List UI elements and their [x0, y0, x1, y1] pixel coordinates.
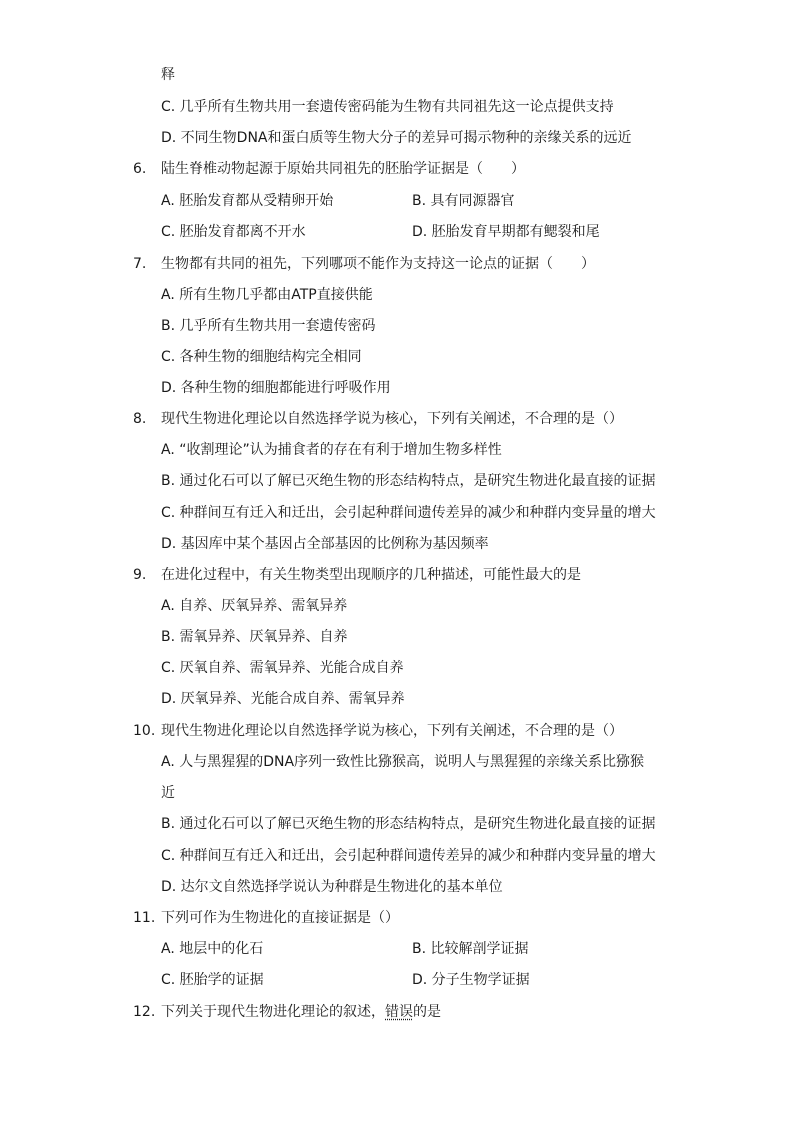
q10-stem: 现代生物进化理论以自然选择学说为核心，下列有关阐述，不合理的是（）: [161, 723, 623, 739]
q8-option-a[interactable]: A. “收割理论”认为捕食者的存在有利于增加生物多样性: [161, 442, 502, 458]
q8-option-d[interactable]: D. 基因库中某个基因占全部基因的比例称为基因频率: [161, 536, 489, 552]
q12-stem: [161, 1003, 441, 1021]
q7-stem: 生物都有共同的祖先，下列哪项不能作为支持这一论点的证据（ ）: [161, 256, 595, 272]
q6-number: 6.: [133, 161, 147, 177]
q10-number: 10.: [133, 723, 156, 739]
q11-option-b[interactable]: B. 比较解剖学证据: [412, 941, 529, 957]
q10-option-b[interactable]: B. 通过化石可以了解已灭绝生物的形态结构特点，是研究生物进化最直接的证据: [161, 816, 656, 832]
q9-option-c[interactable]: C. 厌氧自养、需氧异养、光能合成自养: [161, 660, 404, 676]
q10-option-a-continuation: 近: [161, 785, 175, 801]
q6-option-a[interactable]: A. 胚胎发育都从受精卵开始: [161, 193, 334, 209]
q8-stem: 现代生物进化理论以自然选择学说为核心，下列有关阐述，不合理的是（）: [161, 411, 623, 427]
q7-option-b[interactable]: B. 几乎所有生物共用一套遗传密码: [161, 318, 376, 334]
q9-option-b[interactable]: B. 需氧异养、厌氧异养、自养: [161, 629, 348, 645]
q11-option-a[interactable]: A. 地层中的化石: [161, 941, 264, 957]
q5-option-c[interactable]: C. 几乎所有生物共用一套遗传密码能为生物有共同祖先这一论点提供支持: [161, 99, 614, 115]
q10-option-a[interactable]: A. 人与黑猩猩的DNA序列一致性比猕猴高，说明人与黑猩猩的亲缘关系比猕猴: [161, 754, 645, 770]
q12-stem-emphasis: 错误: [385, 1004, 413, 1020]
q7-number: 7.: [133, 256, 147, 272]
q11-stem: 下列可作为生物进化的直接证据是（）: [161, 910, 399, 926]
q12-stem-prefix: 下列关于现代生物进化理论的叙述，: [161, 1004, 385, 1020]
q5-option-b-continuation: 释: [161, 67, 175, 83]
q11-option-c[interactable]: C. 胚胎学的证据: [161, 972, 264, 988]
q9-number: 9.: [133, 567, 147, 583]
q7-option-c[interactable]: C. 各种生物的细胞结构完全相同: [161, 349, 362, 365]
q8-number: 8.: [133, 411, 147, 427]
q6-option-b[interactable]: B. 具有同源器官: [412, 193, 515, 209]
q11-option-d[interactable]: D. 分子生物学证据: [412, 972, 530, 988]
q8-option-c[interactable]: C. 种群间互有迁入和迁出，会引起种群间遗传差异的减少和种群内变异量的增大: [161, 505, 656, 521]
q7-option-d[interactable]: D. 各种生物的细胞都能进行呼吸作用: [161, 380, 391, 396]
q6-option-c[interactable]: C. 胚胎发育都离不开水: [161, 224, 306, 240]
q12-number: 12.: [133, 1004, 156, 1020]
q12-stem-suffix: 的是: [413, 1004, 441, 1020]
q9-option-d[interactable]: D. 厌氧异养、光能合成自养、需氧异养: [161, 691, 405, 707]
q9-stem: 在进化过程中，有关生物类型出现顺序的几种描述，可能性最大的是: [161, 567, 581, 583]
q8-option-b[interactable]: B. 通过化石可以了解已灭绝生物的形态结构特点，是研究生物进化最直接的证据: [161, 473, 656, 489]
q9-option-a[interactable]: A. 自养、厌氧异养、需氧异养: [161, 598, 348, 614]
q11-number: 11.: [133, 910, 156, 926]
q5-option-d[interactable]: D. 不同生物DNA和蛋白质等生物大分子的差异可揭示物种的亲缘关系的远近: [161, 130, 632, 146]
q6-option-d[interactable]: D. 胚胎发育早期都有鳃裂和尾: [412, 224, 600, 240]
q6-stem: 陆生脊椎动物起源于原始共同祖先的胚胎学证据是（ ）: [161, 161, 525, 177]
q10-option-c[interactable]: C. 种群间互有迁入和迁出，会引起种群间遗传差异的减少和种群内变异量的增大: [161, 848, 656, 864]
q10-option-d[interactable]: D. 达尔文自然选择学说认为种群是生物进化的基本单位: [161, 879, 503, 895]
q7-option-a[interactable]: A. 所有生物几乎都由ATP直接供能: [161, 287, 373, 303]
